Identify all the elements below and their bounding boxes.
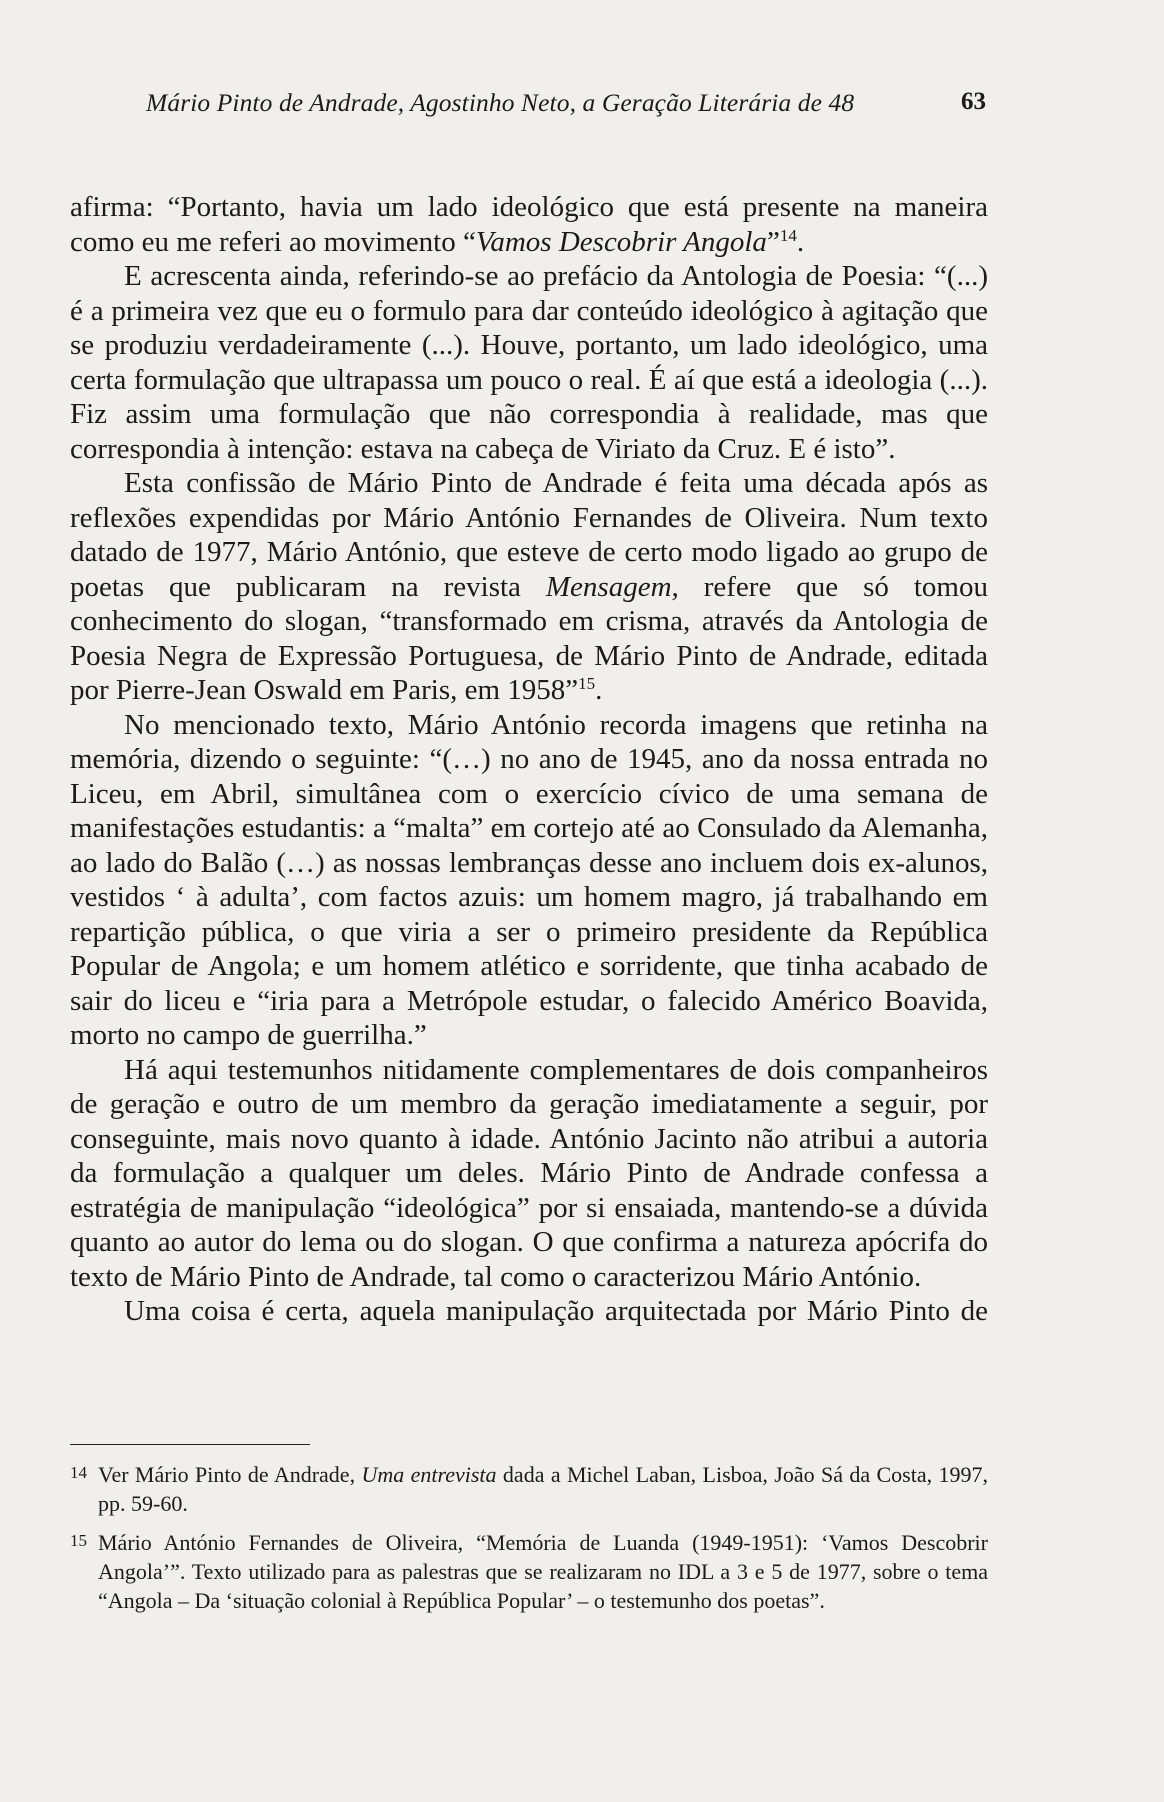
footnote-ref-14: 14 (779, 225, 797, 245)
paragraph-5: Há aqui testemunhos nitidamente complementares de dois companheiros de geração e outro de um membro da geração imediatamente a seguir, por conseguinte, mais novo quanto à idade. António Jacinto não atribui a autoria da formulação a qualquer um deles. Mário Pinto de Andrade confessa a estratégia de manipulação “ideológica” por si ensaiada, mantendo-se a dúvida quanto ao autor do lema ou do slogan. O que confirma a natureza apócrifa do texto de Mário Pinto de Andrade, tal como o caracterizou Mário António. (70, 1053, 988, 1293)
italic-title: Vamos Descobrir Angola (475, 225, 767, 258)
footnote-text: Mário António Fernandes de Oliveira, “Memória de Luanda (1949-1951): ‘Vamos Descobrir Angola’”. Texto utilizado para as palestras que se realizaram no IDL a 3 e 5 de 1977, sobre o tema “Angola – Da ‘situação colonial à República Popular’ – o testemunho dos poetas”. (98, 1530, 988, 1613)
paragraph-4: No mencionado texto, Mário António recorda imagens que retinha na memória, dizendo o seguinte: “(…) no ano de 1945, ano da nossa entrada no Liceu, em Abril, simultânea com o exercício cívico de uma semana de manifestações estudantis: a “malta” em cortejo até ao Consulado da Alemanha, ao lado do Balão (…) as nossas lembranças desse ano incluem dois ex-alunos, vestidos ‘ à adulta’, com factos azuis: um homem magro, já trabalhando em repartição pública, o que viria a ser o primeiro presidente da República Popular de Angola; e um homem atlético e sorridente, que tinha acabado de sair do liceu e “iria para a Metrópole estudar, o falecido Américo Boavida, morto no campo de guerrilha.” (70, 708, 988, 1051)
footnote-text: dada a Michel Laban, Lisboa, João Sá da Costa, 1997, pp. 59-60. (98, 1462, 988, 1516)
footnote-15 (70, 1526, 988, 1615)
running-head (146, 88, 986, 124)
paragraph-text: afirma: “Portanto, havia um lado ideológico que está presente na maneira como eu me referi ao movimento “ (70, 191, 988, 258)
paragraph-text: Esta confissão de Mário Pinto de Andrade é feita uma década após as reflexões expendidas por Mário António Fernandes de Oliveira. Num texto datado de 1977, Mário António, que esteve de certo modo ligado ao grupo de poetas que publicaram na revista (70, 467, 988, 603)
paragraph-text: refere que só tomou conhecimento do slogan, “transformado em crisma, através da Antologia de Poesia Negra de Expressão Portuguesa, de Mário Pinto de Andrade, editada por Pierre-Jean Oswald em Paris, em 1958” (70, 570, 988, 706)
footnote-ref-15: 15 (578, 674, 596, 693)
paragraph-1-continuation (70, 190, 988, 259)
running-title: Mário Pinto de Andrade, Agostinho Neto, a Geração Literária de 48 (146, 88, 855, 117)
paragraph-text: . (796, 225, 805, 258)
paragraph-text: ” (766, 225, 780, 258)
footnote-rule (70, 1444, 310, 1445)
paragraph-text: . (595, 674, 603, 706)
paragraph-6: Uma coisa é certa, aquela manipulação arquitectada por Mário Pinto de (124, 1295, 988, 1327)
footnote-text: Ver Mário Pinto de Andrade, (98, 1462, 362, 1487)
footnote-italic-title: Uma entrevista (361, 1462, 497, 1487)
paragraph-2: E acrescenta ainda, referindo-se ao prefácio da Antologia de Poesia: “(...) é a primeira vez que eu o formulo para dar conteúdo ideológico à agitação que se produziu verdadeiramente (...). Houve, portanto, um lado ideológico, uma certa formulação que ultrapassa um pouco o real. É aí que está a ideologia (...). Fiz assim uma formulação que não correspondia à realidade, mas que correspondia à intenção: estava na cabeça de Viriato da Cruz. E é isto”. (70, 260, 988, 465)
footnote-14 (70, 1458, 988, 1518)
footnote-number: 15 (70, 1531, 87, 1550)
paragraph-3 (70, 466, 988, 708)
footnote-number: 14 (70, 1463, 87, 1482)
footnotes (70, 1458, 988, 1623)
body-text (70, 190, 988, 1329)
italic-title: Mensagem, (545, 570, 679, 603)
page-number: 63 (961, 88, 986, 115)
